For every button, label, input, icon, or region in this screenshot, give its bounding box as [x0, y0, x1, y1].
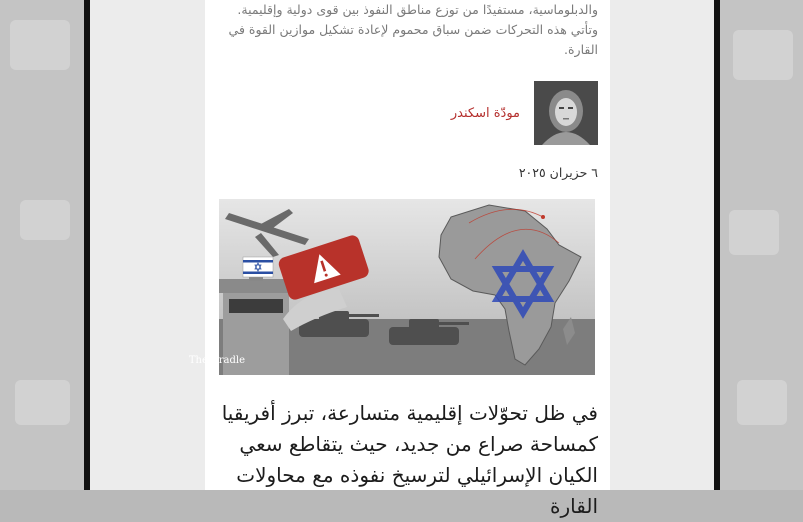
excerpt-line: وتأتي هذه التحركات ضمن سباق محموم لإعادة تشكيل موازين القوة في — [228, 22, 598, 37]
image-watermark: The Cradle — [188, 355, 245, 366]
lead-line: الكيان الإسرائيلي لترسيخ نفوذه مع محاولات القارة — [236, 463, 598, 518]
backdrop-left — [0, 0, 84, 490]
backdrop-shape — [20, 200, 70, 240]
article-hero-image[interactable] — [188, 199, 595, 375]
backdrop-shape — [737, 380, 787, 425]
phone-frame — [84, 0, 720, 518]
hero-collage-image — [188, 199, 595, 375]
lead-line: في ظل تحوّلات إقليمية متسارعة، تبرز أفريقيا — [221, 401, 598, 425]
phone-screen — [90, 0, 714, 518]
excerpt-line: والدبلوماسية، مستفيدًا من توزع مناطق النفوذ بين قوى دولية وإقليمية. — [237, 2, 598, 17]
publish-date: ٦ حزيران ٢٠٢٥ — [518, 165, 598, 180]
lead-line: كمساحة صراع من جديد، حيث يتقاطع سعي — [239, 432, 598, 456]
backdrop-shape — [15, 380, 70, 425]
author-name[interactable]: مودّة اسكندر — [450, 105, 520, 121]
avatar-portrait-icon — [534, 81, 598, 145]
flag-icon — [243, 257, 273, 277]
backdrop-shape — [10, 20, 70, 70]
author-block[interactable] — [451, 80, 598, 146]
author-avatar[interactable] — [534, 81, 598, 145]
backdrop-right — [719, 0, 803, 490]
article-lead — [218, 398, 598, 522]
backdrop-shape — [733, 30, 793, 80]
backdrop-shape — [729, 210, 779, 255]
article-page[interactable] — [188, 0, 610, 518]
article-excerpt — [223, 0, 598, 60]
excerpt-line: القارة. — [564, 42, 598, 57]
